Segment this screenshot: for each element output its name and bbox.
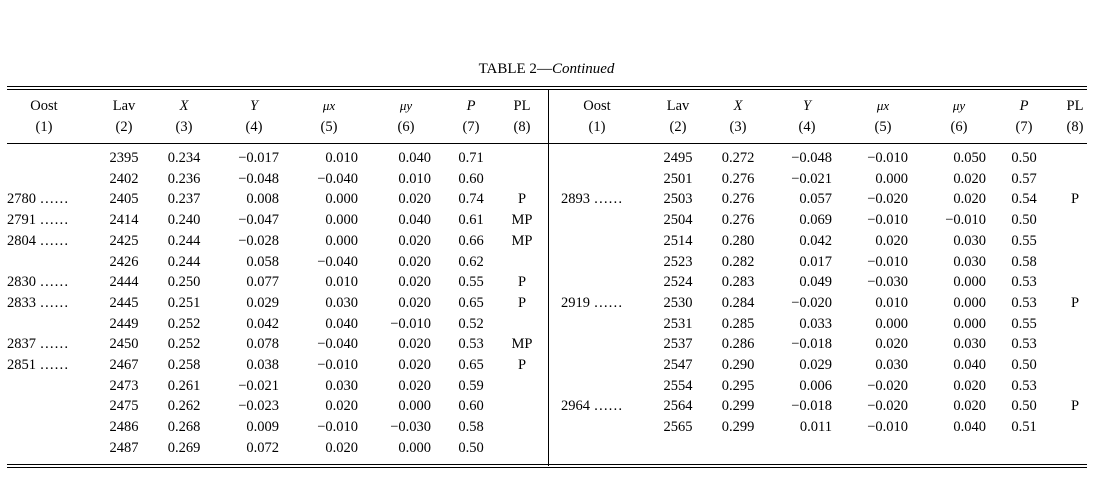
right-cell-muy: 0.040: [953, 357, 986, 373]
left-cell-p: 0.55: [458, 274, 484, 291]
right-cell-oost: 2893 ……: [561, 191, 623, 208]
right-cell-x: 0.285: [721, 315, 755, 332]
table-caption: [0, 61, 1093, 78]
left-cell-y: 0.038: [246, 357, 279, 373]
right-cell-x: 0.282: [721, 253, 755, 270]
right-cell-p: 0.50: [1011, 212, 1037, 229]
right-cell-muy: 0.000: [953, 274, 986, 291]
left-cell-x: 0.252: [167, 315, 201, 332]
left-cell-oost: 2804 ……: [7, 232, 69, 249]
left-cell-mux: 0.020: [325, 398, 358, 415]
left-cell-p: 0.65: [458, 294, 484, 311]
right-cell-lav: 2523: [663, 253, 693, 270]
right-cell-lav: 2504: [663, 212, 693, 229]
right-header-pl: PL: [1066, 98, 1084, 114]
right-cell-oost: 2919 ……: [561, 294, 623, 311]
left-header-number: (6): [397, 119, 415, 135]
right-cell-lav: 2530: [663, 294, 693, 311]
right-cell-mux: 0.020: [875, 336, 908, 353]
right-cell-y: 0.029: [799, 357, 832, 373]
left-cell-mux: 0.030: [325, 294, 358, 311]
left-cell-y: −0.047: [238, 212, 279, 229]
left-cell-pl: P: [517, 357, 527, 373]
left-cell-x: 0.234: [167, 150, 201, 166]
left-cell-x: 0.258: [167, 357, 201, 373]
right-cell-muy: 0.030: [953, 336, 986, 353]
left-cell-lav: 2450: [109, 336, 139, 353]
right-cell-mux: −0.020: [867, 191, 908, 208]
left-cell-p: 0.60: [458, 170, 484, 187]
left-header-y: Y: [249, 98, 259, 114]
left-cell-x: 0.236: [167, 170, 201, 187]
right-cell-p: 0.55: [1011, 315, 1037, 332]
caption-continued: Continued: [551, 61, 615, 77]
right-cell-p: 0.50: [1011, 398, 1037, 415]
right-header-mu-y: μy: [952, 98, 966, 113]
left-cell-muy: 0.020: [398, 274, 431, 291]
left-cell-lav: 2425: [109, 232, 139, 249]
right-cell-mux: −0.010: [867, 150, 908, 166]
left-cell-p: 0.59: [458, 377, 484, 394]
right-cell-y: −0.048: [791, 150, 832, 166]
right-cell-lav: 2531: [663, 315, 693, 332]
left-cell-mux: 0.010: [325, 274, 358, 291]
left-cell-lav: 2486: [109, 419, 139, 436]
left-cell-lav: 2445: [109, 294, 139, 311]
left-cell-x: 0.240: [167, 212, 201, 229]
left-cell-muy: 0.020: [398, 191, 431, 208]
right-cell-y: −0.018: [791, 398, 832, 415]
left-cell-muy: 0.020: [398, 232, 431, 249]
left-cell-x: 0.237: [167, 191, 201, 208]
bottom-rule: [7, 464, 1087, 465]
caption-label: TABLE 2: [478, 61, 537, 77]
right-header-number: (8): [1066, 119, 1084, 135]
left-cell-muy: 0.040: [398, 150, 431, 166]
left-cell-y: 0.078: [246, 336, 279, 353]
top-rule: [7, 86, 1087, 87]
panel-divider: [548, 90, 549, 466]
right-cell-lav: 2565: [663, 419, 693, 436]
left-cell-y: −0.017: [238, 150, 279, 166]
right-cell-p: 0.50: [1011, 150, 1037, 166]
left-cell-y: −0.028: [238, 232, 279, 249]
left-cell-oost: 2830 ……: [7, 274, 69, 291]
left-cell-muy: 0.000: [398, 439, 431, 456]
left-cell-muy: 0.020: [398, 357, 431, 373]
right-cell-muy: 0.020: [953, 170, 986, 187]
right-cell-p: 0.53: [1011, 377, 1037, 394]
right-cell-p: 0.53: [1011, 274, 1037, 291]
left-cell-p: 0.65: [458, 357, 484, 373]
left-cell-mux: 0.020: [325, 439, 358, 456]
left-cell-mux: −0.010: [317, 419, 358, 436]
right-cell-lav: 2564: [663, 398, 693, 415]
right-cell-x: 0.276: [721, 191, 755, 208]
right-cell-x: 0.276: [721, 212, 755, 229]
caption-dash: —: [536, 61, 552, 77]
top-rule-double: [7, 89, 1087, 90]
right-header-x: X: [733, 98, 743, 114]
right-cell-oost: 2964 ……: [561, 398, 623, 415]
right-header-y: Y: [802, 98, 812, 114]
left-cell-p: 0.52: [458, 315, 484, 332]
right-cell-muy: 0.020: [953, 377, 986, 394]
right-cell-p: 0.54: [1011, 191, 1037, 208]
right-cell-mux: 0.020: [875, 232, 908, 249]
left-cell-lav: 2444: [109, 274, 139, 291]
left-header-number: (7): [462, 119, 480, 135]
left-cell-pl: P: [517, 294, 527, 311]
left-cell-muy: 0.010: [398, 170, 431, 187]
right-cell-muy: 0.050: [953, 150, 986, 166]
right-cell-y: 0.033: [799, 315, 832, 332]
right-cell-muy: 0.020: [953, 398, 986, 415]
left-cell-x: 0.261: [167, 377, 201, 394]
left-cell-lav: 2414: [109, 212, 139, 229]
left-cell-pl: P: [517, 274, 527, 291]
right-header-number: (6): [950, 119, 968, 135]
right-cell-x: 0.280: [721, 232, 755, 249]
right-cell-p: 0.58: [1011, 253, 1037, 270]
right-cell-lav: 2501: [663, 170, 693, 187]
left-header-p: P: [466, 98, 476, 114]
left-cell-lav: 2405: [109, 191, 139, 208]
left-cell-x: 0.268: [167, 419, 201, 436]
left-cell-y: −0.048: [238, 170, 279, 187]
left-cell-p: 0.58: [458, 419, 484, 436]
right-cell-lav: 2514: [663, 232, 693, 249]
header-rule: [7, 143, 1087, 144]
right-header-number: (7): [1015, 119, 1033, 135]
right-cell-x: 0.290: [721, 357, 755, 373]
left-cell-x: 0.252: [167, 336, 201, 353]
right-header-number: (2): [669, 119, 687, 135]
left-cell-p: 0.61: [458, 212, 484, 229]
left-cell-muy: 0.020: [398, 253, 431, 270]
left-cell-mux: −0.040: [317, 170, 358, 187]
left-cell-y: 0.042: [246, 315, 279, 332]
left-cell-muy: 0.000: [398, 398, 431, 415]
left-header-number: (4): [245, 119, 263, 135]
right-cell-muy: −0.010: [945, 212, 986, 229]
left-cell-lav: 2467: [109, 357, 139, 373]
left-cell-p: 0.53: [458, 336, 484, 353]
right-cell-lav: 2524: [663, 274, 693, 291]
left-cell-muy: −0.010: [390, 315, 431, 332]
right-cell-lav: 2547: [663, 357, 693, 373]
right-cell-p: 0.53: [1011, 294, 1037, 311]
right-cell-mux: 0.000: [875, 315, 908, 332]
left-cell-mux: 0.000: [325, 191, 358, 208]
left-cell-y: 0.008: [246, 191, 279, 208]
left-cell-oost: 2851 ……: [7, 357, 69, 373]
left-cell-lav: 2475: [109, 398, 139, 415]
left-cell-y: −0.023: [238, 398, 279, 415]
left-cell-x: 0.251: [167, 294, 201, 311]
right-cell-x: 0.276: [721, 170, 755, 187]
right-cell-x: 0.272: [721, 150, 755, 166]
left-cell-x: 0.244: [167, 253, 201, 270]
right-cell-y: −0.021: [791, 170, 832, 187]
right-cell-x: 0.284: [721, 294, 755, 311]
left-cell-p: 0.62: [458, 253, 484, 270]
right-cell-mux: −0.030: [867, 274, 908, 291]
left-cell-p: 0.71: [458, 150, 484, 166]
right-header-lav: Lav: [666, 98, 690, 114]
left-cell-muy: 0.020: [398, 377, 431, 394]
right-cell-lav: 2495: [663, 150, 693, 166]
left-cell-pl: MP: [511, 212, 533, 229]
left-cell-mux: −0.040: [317, 336, 358, 353]
left-cell-lav: 2487: [109, 439, 139, 456]
left-cell-lav: 2402: [109, 170, 139, 187]
right-cell-mux: 0.000: [875, 170, 908, 187]
right-cell-mux: 0.030: [875, 357, 908, 373]
left-header-x: X: [179, 98, 189, 114]
left-cell-mux: 0.000: [325, 212, 358, 229]
left-cell-mux: 0.000: [325, 232, 358, 249]
left-header-number: (8): [513, 119, 531, 135]
right-cell-y: 0.057: [799, 191, 832, 208]
left-header-pl: PL: [513, 98, 531, 114]
left-cell-p: 0.60: [458, 398, 484, 415]
right-cell-y: 0.069: [799, 212, 832, 229]
left-header-number: (1): [35, 119, 53, 135]
left-cell-pl: MP: [511, 336, 533, 353]
right-cell-muy: 0.030: [953, 253, 986, 270]
right-cell-mux: −0.010: [867, 253, 908, 270]
left-cell-oost: 2780 ……: [7, 191, 69, 208]
right-cell-lav: 2503: [663, 191, 693, 208]
right-cell-x: 0.299: [721, 419, 755, 436]
left-cell-muy: 0.020: [398, 294, 431, 311]
right-cell-lav: 2554: [663, 377, 693, 394]
right-cell-pl: P: [1070, 398, 1080, 415]
right-cell-y: −0.018: [791, 336, 832, 353]
left-cell-x: 0.244: [167, 232, 201, 249]
right-cell-y: 0.049: [799, 274, 832, 291]
left-cell-oost: 2833 ……: [7, 294, 69, 311]
right-cell-x: 0.283: [721, 274, 755, 291]
left-cell-y: 0.072: [246, 439, 279, 456]
left-header-oost: Oost: [30, 98, 58, 114]
right-cell-y: 0.017: [799, 253, 832, 270]
right-cell-pl: P: [1070, 294, 1080, 311]
left-header-lav: Lav: [112, 98, 136, 114]
right-cell-muy: 0.040: [953, 419, 986, 436]
right-cell-mux: −0.020: [867, 398, 908, 415]
right-cell-x: 0.286: [721, 336, 755, 353]
left-cell-p: 0.50: [458, 439, 484, 456]
left-cell-lav: 2449: [109, 315, 139, 332]
right-cell-y: 0.042: [799, 232, 832, 249]
left-cell-lav: 2426: [109, 253, 139, 270]
right-header-mu-x: μx: [876, 98, 890, 113]
right-cell-lav: 2537: [663, 336, 693, 353]
left-cell-x: 0.262: [167, 398, 201, 415]
right-cell-p: 0.57: [1011, 170, 1037, 187]
left-cell-oost: 2837 ……: [7, 336, 69, 353]
left-cell-y: 0.009: [246, 419, 279, 436]
right-cell-x: 0.299: [721, 398, 755, 415]
left-cell-y: 0.058: [246, 253, 279, 270]
left-cell-muy: 0.040: [398, 212, 431, 229]
left-cell-mux: −0.040: [317, 253, 358, 270]
left-cell-pl: P: [517, 191, 527, 208]
left-cell-y: 0.077: [246, 274, 279, 291]
left-cell-mux: 0.040: [325, 315, 358, 332]
left-cell-x: 0.269: [167, 439, 201, 456]
right-cell-p: 0.53: [1011, 336, 1037, 353]
left-header-number: (3): [175, 119, 193, 135]
right-header-p: P: [1019, 98, 1029, 114]
left-header-number: (2): [115, 119, 133, 135]
right-cell-muy: 0.000: [953, 315, 986, 332]
right-cell-muy: 0.020: [953, 191, 986, 208]
left-cell-oost: 2791 ……: [7, 212, 69, 229]
right-header-number: (1): [588, 119, 606, 135]
right-cell-p: 0.50: [1011, 357, 1037, 373]
right-cell-pl: P: [1070, 191, 1080, 208]
left-cell-lav: 2473: [109, 377, 139, 394]
left-cell-mux: −0.010: [317, 357, 358, 373]
right-cell-mux: −0.010: [867, 419, 908, 436]
right-header-number: (3): [729, 119, 747, 135]
left-cell-mux: 0.010: [325, 150, 358, 166]
left-cell-y: −0.021: [238, 377, 279, 394]
right-cell-p: 0.51: [1011, 419, 1037, 436]
left-cell-x: 0.250: [167, 274, 201, 291]
right-cell-mux: 0.010: [875, 294, 908, 311]
right-header-number: (4): [798, 119, 816, 135]
right-cell-mux: −0.020: [867, 377, 908, 394]
right-cell-muy: 0.000: [953, 294, 986, 311]
bottom-rule-double: [7, 467, 1087, 468]
right-header-number: (5): [874, 119, 892, 135]
right-cell-mux: −0.010: [867, 212, 908, 229]
left-cell-pl: MP: [511, 232, 533, 249]
left-cell-p: 0.66: [458, 232, 484, 249]
left-header-number: (5): [320, 119, 338, 135]
left-cell-mux: 0.030: [325, 377, 358, 394]
right-cell-y: −0.020: [791, 294, 832, 311]
right-cell-x: 0.295: [721, 377, 755, 394]
left-cell-y: 0.029: [246, 294, 279, 311]
left-header-mu-y: μy: [399, 98, 413, 113]
right-cell-y: 0.006: [799, 377, 832, 394]
right-cell-p: 0.55: [1011, 232, 1037, 249]
left-cell-p: 0.74: [458, 191, 484, 208]
right-cell-muy: 0.030: [953, 232, 986, 249]
right-cell-y: 0.011: [799, 419, 832, 436]
right-header-oost: Oost: [583, 98, 611, 114]
left-cell-muy: 0.020: [398, 336, 431, 353]
left-header-mu-x: μx: [322, 98, 336, 113]
left-cell-lav: 2395: [109, 150, 139, 166]
left-cell-muy: −0.030: [390, 419, 431, 436]
